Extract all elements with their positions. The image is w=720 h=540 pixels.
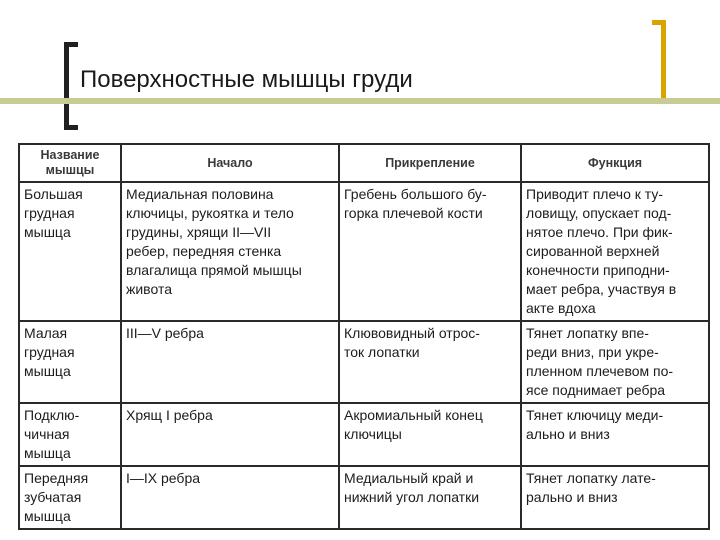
cell-function [521, 321, 709, 403]
cell-text: Акромиальный конец ключицы [344, 407, 483, 442]
cell-text: Клювовидный отрос- ток лопатки [344, 325, 480, 360]
header-label: Прикрепление [385, 155, 475, 170]
cell-text: Медиальная половина ключицы, рукоятка и тело грудины, хрящи II—VII ребер, передняя стенка влагалища прямой мышцы живота [126, 186, 302, 297]
table-row [19, 321, 709, 403]
cell-muscle-name [19, 466, 121, 529]
cell-origin [121, 403, 339, 466]
cell-text: Тянет ключицу меди- ально и вниз [526, 407, 664, 442]
cell-muscle-name [19, 321, 121, 403]
table-header-row [19, 144, 709, 182]
cell-text: Передняя зубчатая мышца [24, 470, 89, 524]
cell-text: Малая грудная мышца [24, 325, 75, 379]
table-row [19, 466, 709, 529]
cell-text: Подклю- чичная мышца [24, 407, 80, 461]
header-label: Функция [587, 155, 643, 170]
header-function [521, 144, 709, 182]
right-bracket-decoration [652, 20, 666, 104]
cell-text: Тянет лопатку впе- реди вниз, при укре- пленном плечевом по- ясе поднимает ребра [526, 325, 674, 398]
table-row [19, 403, 709, 466]
cell-insertion [339, 466, 521, 529]
cell-text: Гребень большого бу- горка плечевой кости [344, 186, 487, 221]
slide-title: Поверхностные мышцы груди [80, 66, 413, 93]
muscles-table [18, 143, 710, 530]
table-row [19, 182, 709, 321]
cell-text: III—V ребра [126, 325, 204, 341]
cell-text: Большая грудная мышца [24, 186, 83, 240]
cell-text: Тянет лопатку лате- рально и вниз [526, 470, 656, 505]
header-label: Название мышцы [40, 148, 100, 177]
cell-function [521, 466, 709, 529]
cell-function [521, 182, 709, 321]
cell-text: I—IX ребра [126, 470, 201, 486]
cell-insertion [339, 403, 521, 466]
title-underline-bar [0, 98, 720, 104]
cell-text: Хрящ I ребра [126, 407, 213, 423]
cell-insertion [339, 182, 521, 321]
cell-origin [121, 182, 339, 321]
cell-insertion [339, 321, 521, 403]
header-label: Начало [207, 155, 253, 170]
left-bracket-decoration [64, 42, 78, 130]
cell-text: Медиальный край и нижний угол лопатки [344, 470, 480, 505]
cell-muscle-name [19, 403, 121, 466]
cell-origin [121, 466, 339, 529]
cell-origin [121, 321, 339, 403]
cell-muscle-name [19, 182, 121, 321]
header-origin [121, 144, 339, 182]
header-name [19, 144, 121, 182]
cell-function [521, 403, 709, 466]
cell-text: Приводит плечо к ту- ловищу, опускает под- нятое плечо. При фик- сированной верхней конечности приподни- мает ребра, участвуя в акте вдоха [526, 186, 677, 316]
header-insertion [339, 144, 521, 182]
